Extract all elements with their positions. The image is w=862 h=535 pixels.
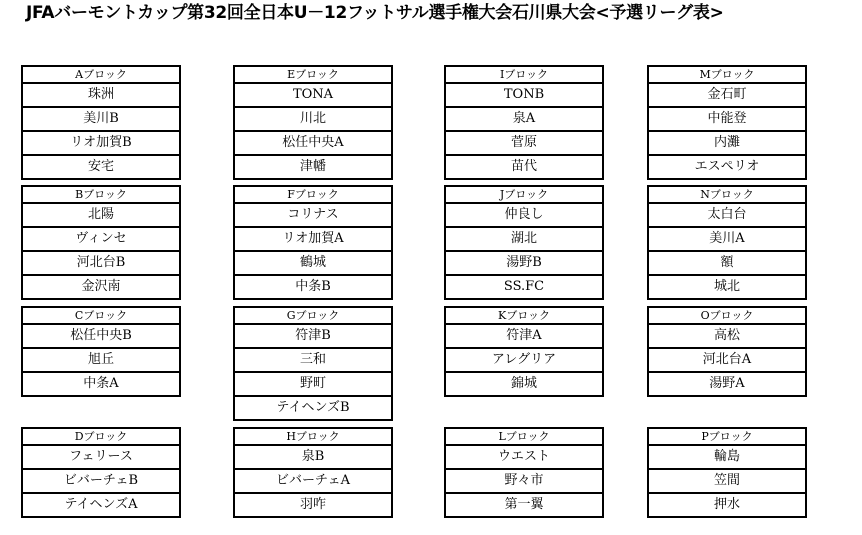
block-header: Eブロック <box>235 67 391 84</box>
team-cell: 美川B <box>23 108 179 132</box>
team-cell: 仲良し <box>446 204 602 228</box>
block-l <box>444 427 604 518</box>
team-cell: 押水 <box>713 497 740 512</box>
team-cell: アレグリア <box>446 349 602 373</box>
team-cell: 輪島 <box>649 446 805 470</box>
block-i <box>444 65 604 180</box>
block-header: Dブロック <box>23 429 179 446</box>
team-cell: 太白台 <box>649 204 805 228</box>
block-c <box>21 306 181 397</box>
block-header: Jブロック <box>446 187 602 204</box>
block-m <box>647 65 807 180</box>
team-cell: 松任中央A <box>235 132 391 156</box>
block-k <box>444 306 604 397</box>
block-header: Nブロック <box>649 187 805 204</box>
block-p <box>647 427 807 518</box>
team-cell: 河北台A <box>649 349 805 373</box>
team-cell: リオ加賀B <box>23 132 179 156</box>
team-cell: 第一翼 <box>504 497 544 512</box>
team-cell: コリナス <box>235 204 391 228</box>
team-cell: 中条B <box>295 279 331 294</box>
block-a <box>21 65 181 180</box>
team-cell: 錦城 <box>510 376 537 391</box>
block-header: Oブロック <box>649 308 805 325</box>
block-e <box>233 65 393 180</box>
team-cell: 符津B <box>235 325 391 349</box>
block-j <box>444 185 604 300</box>
team-cell: 額 <box>649 252 805 276</box>
team-cell: 鶴城 <box>235 252 391 276</box>
team-cell: 金沢南 <box>81 279 121 294</box>
block-header: Pブロック <box>649 429 805 446</box>
team-cell: SS.FC <box>503 279 545 294</box>
team-cell: 笠間 <box>649 470 805 494</box>
block-header: Hブロック <box>235 429 391 446</box>
team-cell: 内灘 <box>649 132 805 156</box>
block-header: Mブロック <box>649 67 805 84</box>
team-cell: 泉B <box>235 446 391 470</box>
team-cell: 北陽 <box>23 204 179 228</box>
team-cell: ビバーチェA <box>235 470 391 494</box>
team-cell: 符津A <box>446 325 602 349</box>
team-cell: 高松 <box>649 325 805 349</box>
team-cell: 中条A <box>83 376 119 391</box>
team-cell: 湯野A <box>709 376 745 391</box>
team-cell: 金石町 <box>649 84 805 108</box>
team-cell: 三和 <box>235 349 391 373</box>
team-cell: 津幡 <box>299 159 326 174</box>
block-header: Kブロック <box>446 308 602 325</box>
team-cell: 菅原 <box>446 132 602 156</box>
block-header: Iブロック <box>446 67 602 84</box>
block-f <box>233 185 393 300</box>
team-cell: 泉A <box>446 108 602 132</box>
team-cell: 城北 <box>713 279 740 294</box>
team-cell: 珠洲 <box>23 84 179 108</box>
team-cell: エスペリオ <box>694 159 760 174</box>
block-g <box>233 306 393 421</box>
team-cell: 湖北 <box>446 228 602 252</box>
block-n <box>647 185 807 300</box>
team-cell: 野町 <box>235 373 391 397</box>
team-cell: 松任中央B <box>23 325 179 349</box>
team-cell: 中能登 <box>649 108 805 132</box>
team-cell: 野々市 <box>446 470 602 494</box>
team-cell: 湯野B <box>446 252 602 276</box>
block-h <box>233 427 393 518</box>
team-cell: 苗代 <box>510 159 537 174</box>
block-header: Gブロック <box>235 308 391 325</box>
team-cell: TONB <box>446 84 602 108</box>
team-cell: 旭丘 <box>23 349 179 373</box>
block-header: Bブロック <box>23 187 179 204</box>
block-header: Fブロック <box>235 187 391 204</box>
team-cell: 安宅 <box>87 159 114 174</box>
team-cell: テイヘンズA <box>64 497 138 512</box>
team-cell: 川北 <box>235 108 391 132</box>
team-cell: 河北台B <box>23 252 179 276</box>
team-cell: ヴィンセ <box>23 228 179 252</box>
block-b <box>21 185 181 300</box>
team-cell: TONA <box>235 84 391 108</box>
block-header: Aブロック <box>23 67 179 84</box>
block-header: Lブロック <box>446 429 602 446</box>
team-cell: 羽咋 <box>299 497 326 512</box>
page-title: JFAバーモントカップ第32回全日本U－12フットサル選手権大会石川県大会<予選リーグ表> <box>26 3 724 23</box>
team-cell: テイヘンズB <box>276 400 350 415</box>
block-o <box>647 306 807 397</box>
block-header: Cブロック <box>23 308 179 325</box>
team-cell: フェリース <box>23 446 179 470</box>
block-d <box>21 427 181 518</box>
team-cell: リオ加賀A <box>235 228 391 252</box>
team-cell: 美川A <box>649 228 805 252</box>
team-cell: ビバーチェB <box>23 470 179 494</box>
team-cell: ウエスト <box>446 446 602 470</box>
